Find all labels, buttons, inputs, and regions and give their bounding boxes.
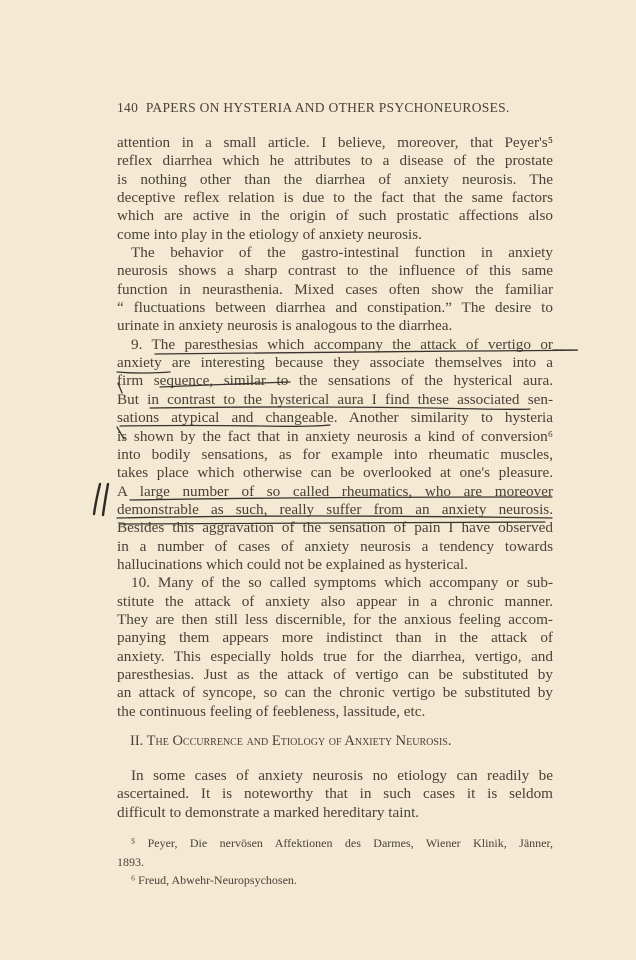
text-line: neurosis shows a sharp contrast to the influence of this same [117,262,553,280]
text-line: The behavior of the gastro-intestinal function in anxiety [131,244,553,262]
text-line: function in neurasthenia. Mixed cases often show the familiar [117,280,553,298]
text-line: They are then still less discernible, for the anxious feeling accom- [117,610,553,628]
text-line: takes place which otherwise can be overlooked at one's pleasure. [117,464,553,482]
text-line: paresthesias. Just as the attack of vertigo can be substituted by [117,665,553,683]
text-line: ascertained. It is noteworthy that in such cases it is seldom [117,785,553,803]
body-text [117,134,553,721]
margin-mark-icon [94,484,108,515]
text-line: the continuous feeling of feebleness, lassitude, etc. [117,702,426,720]
text-line: In some cases of anxiety neurosis no etiology can readily be [131,767,553,784]
text-line: urinate in anxiety neurosis is analogous to the diarrhea. [117,317,453,335]
text-line: which are active in the origin of such prostatic affections also [117,207,553,225]
text-line: in a number of cases of anxiety neurosis a tendency towards [117,537,553,555]
text-line: is nothing other than the diarrhea of anxiety neurosis. The [117,170,553,188]
text-line: 10. Many of the so called symptoms which accompany or sub- [131,574,553,592]
text-line: anxiety are interesting because they associate themselves into a [117,354,553,372]
text-line: 1893. [117,854,144,869]
text-line: “ fluctuations between diarrhea and constipation.” The desire to [117,299,553,317]
footnotes [117,834,553,890]
running-header [117,100,557,116]
text-line: deceptive reflex relation is due to the fact that the same factors [117,189,553,207]
text-line: anxiety. This especially holds true for the diarrhea, vertigo, and [117,647,553,665]
text-line: hallucinations which could not be explained as hysterical. [117,555,468,573]
text-line: stitute the attack of anxiety also appear in a chronic manner. [117,592,553,610]
running-title: PAPERS ON HYSTERIA AND OTHER PSYCHONEUROSES. [145,100,510,115]
text-line: attention in a small article. I believe, moreover, that Peyer's⁵ [117,134,553,151]
text-line: is shown by the fact that in anxiety neurosis a kind of conversion⁶ [117,427,553,445]
text-line: firm sequence, similar to the sensations of the hysterical aura. [117,372,553,390]
text-line: into bodily sensations, as for example into rheumatic muscles, [117,445,553,463]
text-line: sations atypical and changeable. Another similarity to hysteria [117,409,553,427]
text-line: Besides this aggravation of the sensation of pain I have observed [117,519,553,537]
text-line: an attack of syncope, so can the chronic vertigo be substituted by [117,684,553,702]
page-number: 140 [117,100,139,115]
text-line: panying them appears more indistinct than in the attack of [117,629,553,647]
text-line: demonstrable as such, really suffer from an anxiety neurosis. [117,500,553,518]
text-line: But in contrast to the hysterical aura I find these associated sen- [117,390,553,408]
text-line: come into play in the etiology of anxiety neurosis. [117,225,422,243]
text-line: ⁶ Freud, Abwehr-Neuropsychosen. [131,873,297,887]
text-line: A large number of so called rheumatics, who are moreover [117,482,553,500]
text-line: 9. The paresthesias which accompany the attack of vertigo or [131,335,553,353]
section-text [117,767,553,822]
text-line: reflex diarrhea which he attributes to a disease of the prostate [117,152,553,170]
text-line: ⁵ Peyer, Die nervösen Affektionen des Darmes, Wiener Klinik, Jänner, [131,836,553,850]
text-line: difficult to demonstrate a marked hereditary taint. [117,803,420,821]
section-heading: II. The Occurrence and Etiology of Anxiety Neurosis. [130,733,452,749]
